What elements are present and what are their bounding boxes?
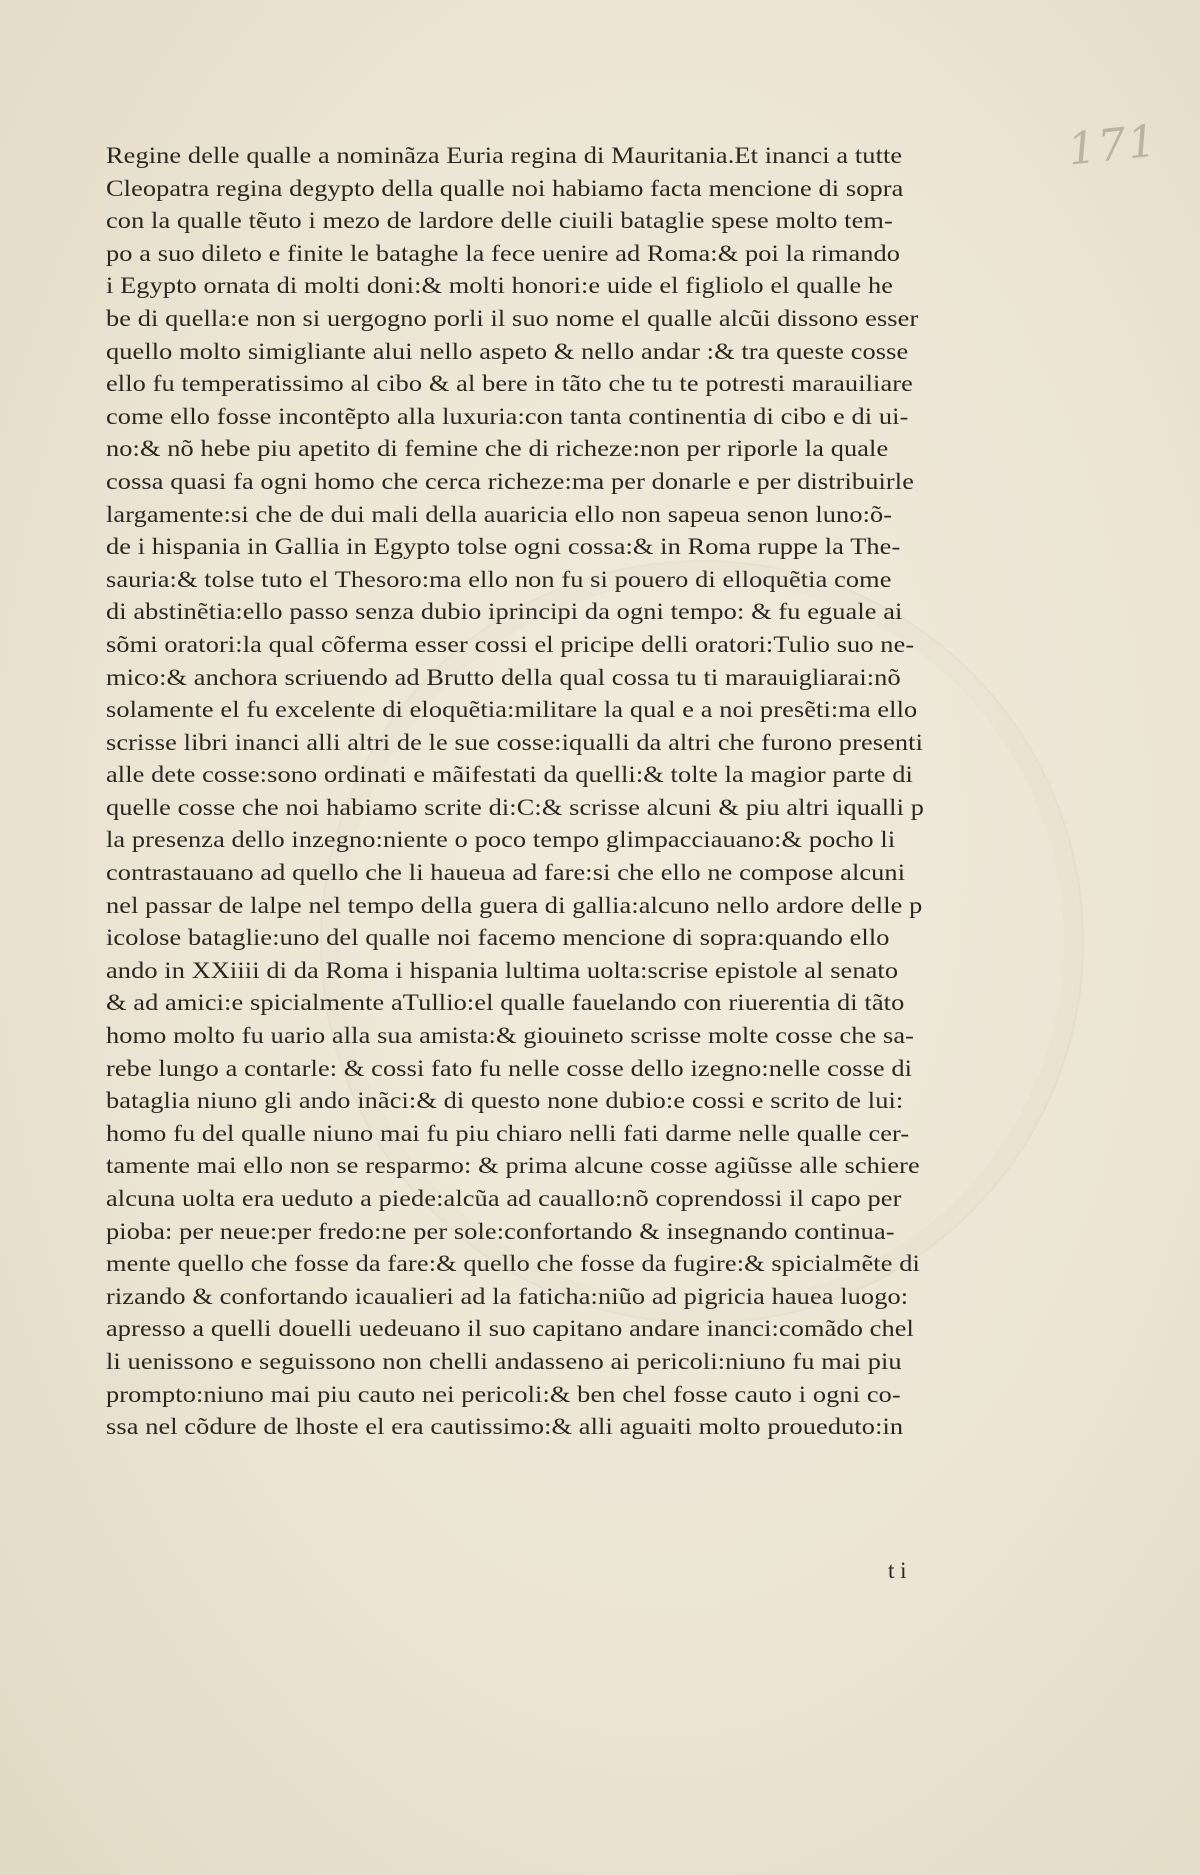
text-line: icolose bataglie:uno del qualle noi facemo mencione di sopra:quando ello	[106, 925, 890, 952]
text-line: & ad amici:e spicialmente aTullio:el qualle fauelando con riuerentia di tãto	[106, 990, 905, 1017]
text-line: no:& nõ hebe piu apetito di femine che di richeze:non per riporle la quale	[106, 436, 889, 463]
text-line: mico:& anchora scriuendo ad Brutto della qual cossa tu ti marauigliarai:nõ	[106, 664, 901, 691]
text-line: sõmi oratori:la qual cõferma esser cossi el pricipe delli oratori:Tulio suo ne-	[106, 631, 915, 658]
text-line: quello molto simigliante alui nello aspeto & nello andar :& tra queste cosse	[106, 338, 909, 365]
text-line: alle dete cosse:sono ordinati e mãifestati da quelli:& tolte la magior parte di	[106, 762, 913, 789]
text-line: ello fu temperatissimo al cibo & al bere in tãto che tu te potresti marauiliare	[106, 371, 913, 398]
text-line: rebe lungo a contarle: & cossi fato fu nelle cosse dello izegno:nelle cosse di	[106, 1055, 913, 1082]
text-line: ssa nel cõdure de lhoste el era cautissimo:& alli aguaiti molto proueduto:in	[106, 1414, 904, 1441]
text-line: solamente el fu excelente di eloquẽtia:militare la qual e a noi presẽti:ma ello	[106, 697, 918, 724]
text-line: sauria:& tolse tuto el Thesoro:ma ello non fu si pouero di elloquẽtia come	[106, 566, 892, 593]
text-line: la presenza dello inzegno:niente o poco tempo glimpacciauano:& pocho li	[106, 827, 896, 854]
text-line: pioba: per neue:per fredo:ne per sole:confortando & insegnando continua-	[106, 1218, 895, 1245]
text-line: mente quello che fosse da fare:& quello che fosse da fugire:& spicialmẽte di	[106, 1251, 920, 1278]
text-line: de i hispania in Gallia in Egypto tolse ogni cossa:& in Roma ruppe la The-	[106, 534, 901, 561]
text-line: alcuna uolta era ueduto a piede:alcũa ad cauallo:nõ coprendossi il capo per	[106, 1186, 902, 1212]
text-column	[106, 140, 986, 1444]
text-line: come ello fosse incontẽpto alla luxuria:con tanta continentia di cibo e di ui-	[106, 403, 909, 430]
text-line: nel passar de lalpe nel tempo della guera di gallia:alcuno nello ardore delle p	[106, 892, 923, 919]
text-line: Cleopatra regina degypto della qualle noi habiamo facta mencione di sopra	[106, 175, 904, 202]
text-line: cossa quasi fa ogni homo che cerca richeze:ma per donarle e per distribuirle	[106, 468, 915, 495]
margin-annotation: 171	[1065, 115, 1161, 176]
text-line: ando in XXiiii di da Roma i hispania lultima uolta:scrise epistole al senato	[106, 957, 899, 984]
folio-signature: t i	[888, 1558, 907, 1583]
text-line: homo fu del qualle niuno mai fu piu chiaro nelli fati darme nelle qualle cer-	[106, 1120, 910, 1147]
text-line: contrastauano ad quello che li haueua ad fare:si che ello ne compose alcuni	[106, 860, 906, 887]
text-line: li uenissono e seguissono non chelli andasseno ai pericoli:niuno fu mai piu	[106, 1348, 902, 1375]
text-line: largamente:si che de dui mali della auaricia ello non sapeua senon luno:õ-	[106, 501, 893, 528]
text-line: di abstinẽtia:ello passo senza dubio iprincipi da ogni tempo: & fu eguale ai	[106, 599, 903, 626]
text-line: be di quella:e non si uergogno porli il suo nome el qualle alcũi dissono esser	[106, 305, 919, 332]
text-line: Regine delle qualle a nominãza Euria regina di Mauritania.Et inanci a tutte	[106, 143, 903, 169]
text-line: prompto:niuno mai piu cauto nei pericoli:& ben chel fosse cauto i ogni co-	[106, 1381, 901, 1408]
text-line: po a suo dileto e finite le bataghe la fece uenire ad Roma:& poi la rimando	[106, 240, 901, 267]
text-line: tamente mai ello non se resparmo: & prima alcune cosse agiũsse alle schiere	[106, 1153, 920, 1180]
text-line: homo molto fu uario alla sua amista:& giouineto scrisse molte cosse che sa-	[106, 1023, 915, 1050]
text-line: apresso a quelli douelli uedeuano il suo capitano andare inanci:comãdo chel	[106, 1316, 914, 1343]
text-line: i Egypto ornata di molti doni:& molti honori:e uide el figliolo el qualle he	[106, 273, 894, 300]
text-line: bataglia niuno gli ando inãci:& di questo none dubio:e cossi e scrito de lui:	[106, 1088, 904, 1115]
text-line: scrisse libri inanci alli altri de le sue cosse:iqualli da altri che furono presenti	[106, 729, 924, 756]
text-line: con la qualle tẽuto i mezo de lardore delle ciuili bataglie spese molto tem-	[106, 208, 893, 235]
text-line: quelle cosse che noi habiamo scrite di:C:& scrisse alcuni & piu altri iqualli p	[106, 794, 925, 821]
text-line: rizando & confortando icaualieri ad la faticha:niũo ad pigricia hauea luogo:	[106, 1283, 909, 1310]
